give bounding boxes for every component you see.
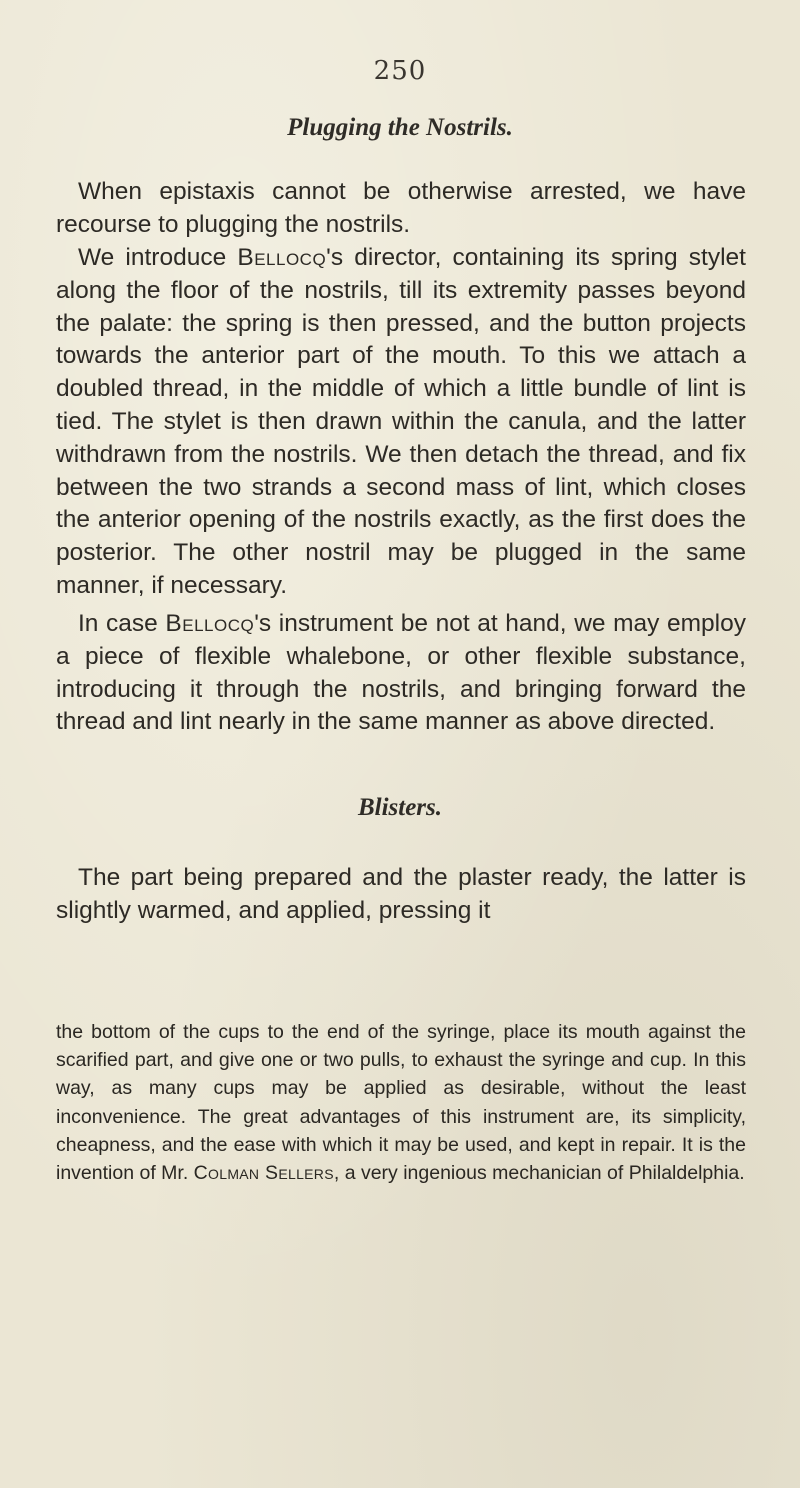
paragraph-bellocq-post: 's director, containing its spring stylet along the floor of the nostrils, till its extremity passes beyond the palate: the spring is then pressed, and the button projects towards the anterior part of the mouth. To this we attach a doubled thread, in the middle of which a little bundle of lint is tied. The stylet is then drawn within the canula, and the latter withdrawn from the nostrils. We then detach the thread, and fix between the two strands a second mass of lint, which closes the anterior opening of the nostrils exactly, as the first does the posterior. The other nostril may be plugged in the same manner, if necessary. <box>56 244 746 599</box>
inventor-name: Colman Sellers <box>193 1162 334 1185</box>
section-title-plugging-nostrils: Plugging the Nostrils. <box>287 114 513 141</box>
author-name-bellocq: Bellocq <box>237 244 327 271</box>
paragraph-bellocq-director <box>56 242 746 603</box>
paragraph-blisters-text: The part being prepared and the plaster ready, the latter is slightly warmed, and applied, pressing it <box>56 864 746 924</box>
paragraph-epistaxis <box>56 176 746 242</box>
paragraph-whalebone-pre: In case <box>78 610 166 637</box>
paragraph-blisters <box>56 862 746 928</box>
paragraph-bellocq-pre: We introduce <box>78 244 238 271</box>
paragraph-epistaxis-text: When epistaxis cannot be otherwise arrested, we have recourse to plugging the nostrils. <box>56 178 746 238</box>
overlay-cupping-post: , a very ingenious mechanician of Philaldelphia. <box>333 1162 745 1185</box>
paragraph-whalebone-post: 's instrument be not at hand, we may employ a piece of flexible whalebone, or other flexible substance, introducing it through the nostrils, and bringing forward the thread and lint nearly in the same manner as above directed. <box>56 610 746 736</box>
overlay-cupping-pre: the bottom of the cups to the end of the syringe, place its mouth against the scarified part, and give one or two pulls, to exhaust the syringe and cup. In this way, as many cups may be applied as desirable, without the least inconvenience. The great advantages of this instrument are, its simplicity, cheapness, and the ease with which it may be used, and kept in repair. It is the invention of Mr. <box>56 1021 746 1185</box>
page-number: 250 <box>373 56 427 86</box>
author-name-bellocq-2: Bellocq <box>165 610 255 637</box>
paragraph-whalebone-alternative <box>56 608 746 739</box>
section-title-blisters: Blisters. <box>357 794 443 821</box>
overlay-cupping-text <box>56 1018 746 1187</box>
